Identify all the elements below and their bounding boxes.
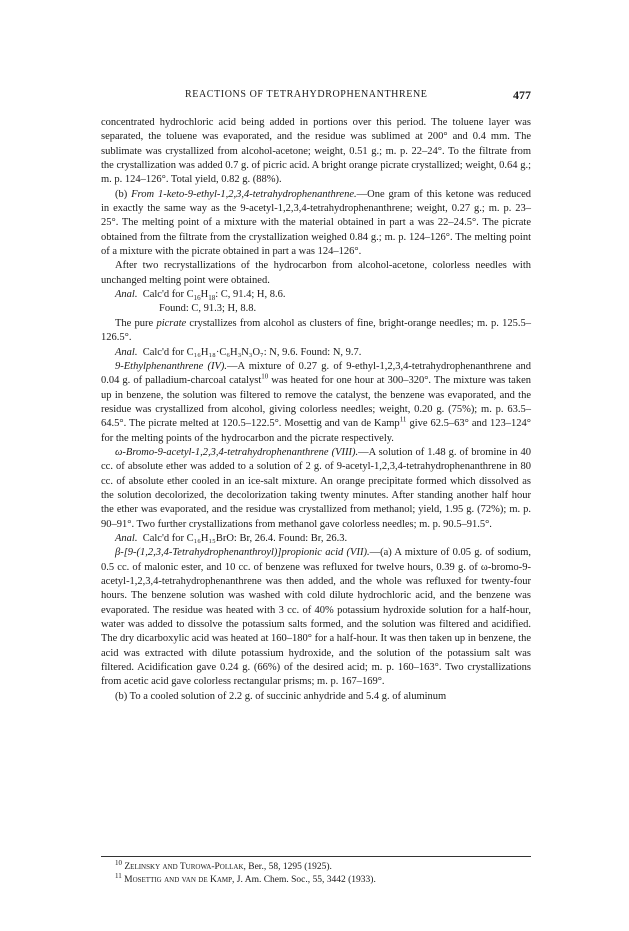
paragraph-bromo-acetyl bbox=[101, 446, 531, 532]
anal-text: Calc'd for C₁₆H₁₅BrO: Br, 26.4. Found: Br, 26.3. bbox=[142, 532, 348, 544]
section-title: ω-Bromo-9-acetyl-1,2,3,4-tetrahydrophenanthrene (VIII). bbox=[115, 446, 359, 458]
paragraph-text: —(a) A mixture of 0.05 g. of sodium, 0.5 cc. of malonic ester, and 10 cc. of benzene was refluxed for twelve hours, 0.39 g. of ω-bromo-9-acetyl-1,2,3,4-tetrahydrophenanthrene was then added, and the whole was refluxed for twenty-four hours. The benzene solution was washed with cold dilute hydrochloric acid, and the benzene was evaporated. The residue was heated with 3 cc. of 40% potassium hydroxide solution for a half-hour, water was added to dissolve the potassium salts formed, and the solution was filtered and acidified. The dry dicarboxylic acid was heated at 160–180° for a half-hour. It was then taken up in benzene, the acid was extracted with dilute potassium hydroxide, and the solution of the potassium salt was filtered. Acidification gave 0.24 g. (66%) of the desired acid; m. p. 160–163°. Two crystallizations from acetic acid gave colorless rectangular prisms; m. p. 167–169°. bbox=[101, 547, 531, 688]
footnote-reference: , Ber., 58, 1295 (1925). bbox=[243, 862, 332, 872]
page-number: 477 bbox=[513, 88, 531, 102]
anal-label: Anal. bbox=[115, 346, 138, 358]
footnote-ref: 10 bbox=[261, 372, 269, 381]
footnote-11 bbox=[101, 871, 531, 887]
footnote-mark: 10 bbox=[115, 858, 122, 867]
footnote-reference: , J. Am. Chem. Soc., 55, 3442 (1933). bbox=[232, 875, 376, 885]
section-title: 9-Ethylphenanthrene (IV). bbox=[115, 360, 228, 372]
footnote-authors: Mosettig and van de Kamp bbox=[124, 875, 233, 885]
running-head: REACTIONS OF TETRAHYDROPHENANTHRENE bbox=[185, 89, 428, 100]
part-label: (b) bbox=[115, 188, 132, 200]
footnote-divider bbox=[101, 856, 531, 857]
paragraph-text: —A mixture of 0.27 g. of 9-ethyl-1,2,3,4-tetrahydrophenanthrene and 0.04 g. of palladium-charcoal catalyst bbox=[101, 360, 531, 387]
analysis-calcd bbox=[101, 288, 531, 302]
paragraph-text: give 62.5–63° and 123–124° for the melting points of the hydrocarbon and the picrate respectively. bbox=[101, 418, 531, 444]
paragraph-text: —A solution of 1.48 g. of bromine in 40 cc. of absolute ether was added to a solution of 2 g. of 9-acetyl-1,2,3,4-tetrahydrophenanthrene in 80 cc. of absolute ether cooled in an ice-salt mixture. An orange precipitate formed which dissolved as the solution decolorized, the decolorization taking twenty minutes. After standing another half hour the ether was evaporated, and the residue was crystallized from methanol; yield, 1.95 g. (72%); m. p. 90–91°. Two further crystallizations from methanol gave colorless needles; m. p. 90.5–91.5°. bbox=[101, 446, 531, 530]
footnote-mark: 11 bbox=[115, 871, 122, 880]
paragraph-ethylphenanthrene bbox=[101, 360, 531, 446]
paragraph-continuation: concentrated hydrochloric acid being added in portions over this period. The toluene layer was separated, the toluene was evaporated, and the residue was sublimed at 200° and 0.4 mm. The sublimate was crystallized from alcohol-acetone; weight, 0.51 g.; m. p. 22–24°. To the filtrate from the crystallization was added 0.7 g. of picric acid. A bright orange picrate crystallized; weight, 0.64 g.; m. p. 124–126°. Total yield, 0.82 g. (88%). bbox=[101, 117, 531, 186]
section-title: β-[9-(1,2,3,4-Tetrahydrophenanthroyl)]propionic acid (VII). bbox=[115, 547, 370, 559]
anal-values: : C, 91.4; H, 8.6. bbox=[215, 289, 286, 301]
section-title: From 1-keto-9-ethyl-1,2,3,4-tetrahydrophenanthrene. bbox=[131, 188, 357, 200]
paragraph-part-b bbox=[101, 188, 531, 260]
paragraph-text: was heated for one hour at 300–320°. The mixture was taken up in benzene, the solution was filtered to remove the catalyst, the benzene was evaporated, and the residue was crystallized from alcohol, giving colorless needles; weight, 0.20 g. (75%); m. p. 63.5–64.5°. The picrate melted at 120.5–122.5°. Mosettig and van de Kamp bbox=[101, 375, 532, 430]
paragraph-text: The pure bbox=[115, 317, 157, 329]
anal-calcd-text: Calc'd for C bbox=[142, 289, 194, 301]
paragraph-picrate bbox=[101, 317, 531, 346]
anal-label: Anal. bbox=[115, 289, 138, 301]
picrate-term: picrate bbox=[156, 317, 187, 329]
anal-text: Calc'd for C₁₆H₁₈·C₆H₃N₃O₇: N, 9.6. Found: N, 9.7. bbox=[142, 346, 362, 358]
footnotes bbox=[101, 858, 531, 887]
analysis-picrate bbox=[101, 346, 531, 360]
footnote-10 bbox=[101, 858, 531, 874]
analysis-found: Found: C, 91.3; H, 8.8. bbox=[159, 303, 257, 315]
formula-subscript: 18 bbox=[208, 294, 216, 303]
paragraph-text: crystallizes from alcohol as clusters of fine, bright-orange needles; m. p. 125.5–126.5°. bbox=[101, 317, 532, 344]
body-text bbox=[101, 116, 531, 704]
page-header bbox=[101, 89, 531, 103]
formula-element: H bbox=[200, 289, 209, 301]
anal-label: Anal. bbox=[115, 532, 138, 544]
paragraph-propionic-acid bbox=[101, 546, 531, 689]
footnote-authors: Zelinsky and Turowa-Pollak bbox=[124, 862, 244, 872]
paragraph-recrystallization: After two recrystallizations of the hydrocarbon from alcohol-acetone, colorless needles with unchanged melting point were obtained. bbox=[101, 260, 531, 286]
footnote-ref: 11 bbox=[399, 415, 407, 424]
paragraph-part-b-succinic: (b) To a cooled solution of 2.2 g. of succinic anhydride and 5.4 g. of aluminum bbox=[115, 690, 447, 702]
analysis-bromo bbox=[101, 532, 531, 546]
formula-subscript: 16 bbox=[193, 294, 201, 303]
paragraph-text: —One gram of this ketone was reduced in exactly the same way as the 9-acetyl-1,2,3,4-tetrahydrophenanthrene; weight, 0.27 g.; m. p. 23–25°. The melting point of a mixture with the material obtained in part a was 22–24.5°. The picrate obtained from the filtrate from the crystallization weighed 0.84 g.; m. p. 124–126°. The melting point of a mixture with the picrate obtained in part a was 124–126°. bbox=[101, 188, 532, 258]
